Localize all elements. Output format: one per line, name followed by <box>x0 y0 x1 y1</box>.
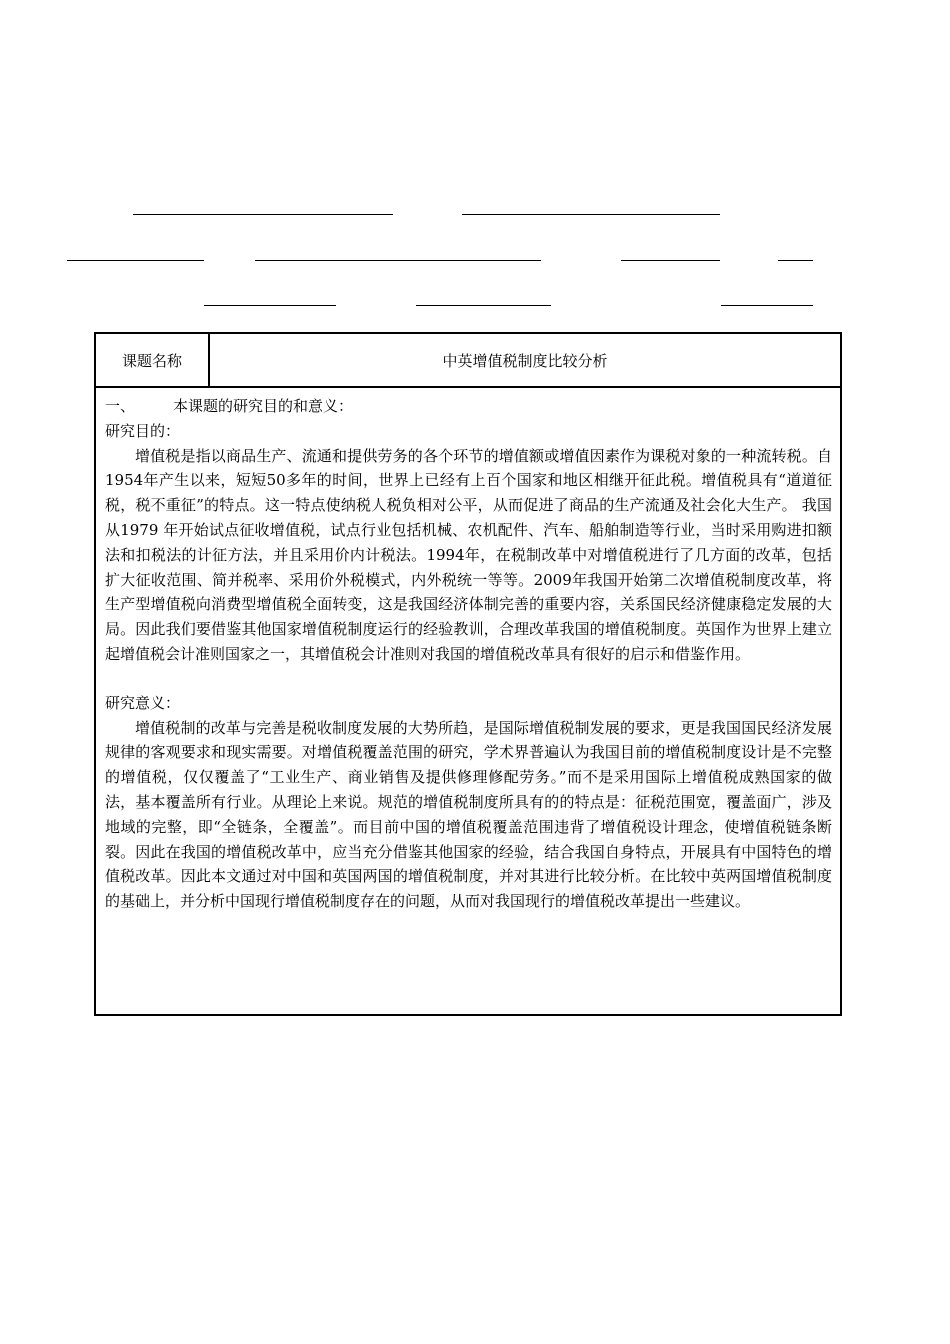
blank-line <box>133 214 393 215</box>
section-heading <box>105 394 832 419</box>
content-cell <box>95 387 841 1015</box>
topic-row <box>95 333 841 387</box>
topic-title: 中英增值税制度比较分析 <box>209 333 841 387</box>
blank-line <box>721 305 813 306</box>
section-title: 本课题的研究目的和意义： <box>173 397 354 415</box>
content-row <box>95 387 841 1015</box>
topic-label: 课题名称 <box>95 333 209 387</box>
significance-label: 研究意义： <box>105 693 181 712</box>
blank-line <box>621 260 720 261</box>
blank-line <box>778 260 813 261</box>
purpose-label: 研究目的： <box>105 421 181 440</box>
section-number: 一、 <box>105 397 136 415</box>
blank-line <box>462 214 720 215</box>
purpose-paragraph: 增值税是指以商品生产、流通和提供劳务的各个环节的增值额或增值因素作为课税对象的一种流转税。自1954年产生以来，短短50多年的时间，世界上已经有上百个国家和地区相继开征此税。增值税具有“道道征税，税不重征”的特点。这一特点使纳税人税负相对公平，从而促进了商品的生产流通及社会化大生产。 我国从1979 年开始试点征收增值税，试点行业包括机械、农机配件、汽车、船舶制造等行业，当时采用购进扣额法和扣税法的计征方法，并且采用价内计税法。1994年，在税制改革中对增值税进行了几方面的改革，包括扩大征收范围、简并税率、采用价外税模式，内外税统一等等。2009年我国开始第二次增值税制度改革，将生产型增值税向消费型增值税全面转变，这是我国经济体制完善的重要内容，关系国民经济健康稳定发展的大局。因此我们要借鉴其他国家增值税制度运行的经验教训，合理改革我国的增值税制度。英国作为世界上建立起增值税会计准则国家之一，其增值税会计准则对我国的增值税改革具有很好的启示和借鉴作用。 <box>105 446 832 663</box>
blank-line <box>204 305 336 306</box>
blank-line <box>255 260 541 261</box>
spacer <box>105 667 832 691</box>
proposal-form-table <box>94 332 842 1016</box>
blank-line <box>416 305 551 306</box>
significance-paragraph: 增值税制的改革与完善是税收制度发展的大势所趋，是国际增值税制发展的要求，更是我国国民经济发展规律的客观要求和现实需要。对增值税覆盖范围的研究，学术界普遍认为我国目前的增值税制度设计是不完整的增值税，仅仅覆盖了“工业生产、商业销售及提供修理修配劳务。”而不是采用国际上增值税成熟国家的做法，基本覆盖所有行业。从理论上来说。规范的增值税制度所具有的的特点是：征税范围宽，覆盖面广，涉及地域的完整，即“全链条，全覆盖”。而目前中国的增值税覆盖范围违背了增值税设计理念，使增值税链条断裂。因此在我国的增值税改革中，应当充分借鉴其他国家的经验，结合我国自身特点，开展具有中国特色的增值税改革。因此本文通过对中国和英国两国的增值税制度，并对其进行比较分析。在比较中英两国增值税制度的基础上，并分析中国现行增值税制度存在的问题，从而对我国现行的增值税改革提出一些建议。 <box>105 718 832 911</box>
blank-line <box>67 260 204 261</box>
